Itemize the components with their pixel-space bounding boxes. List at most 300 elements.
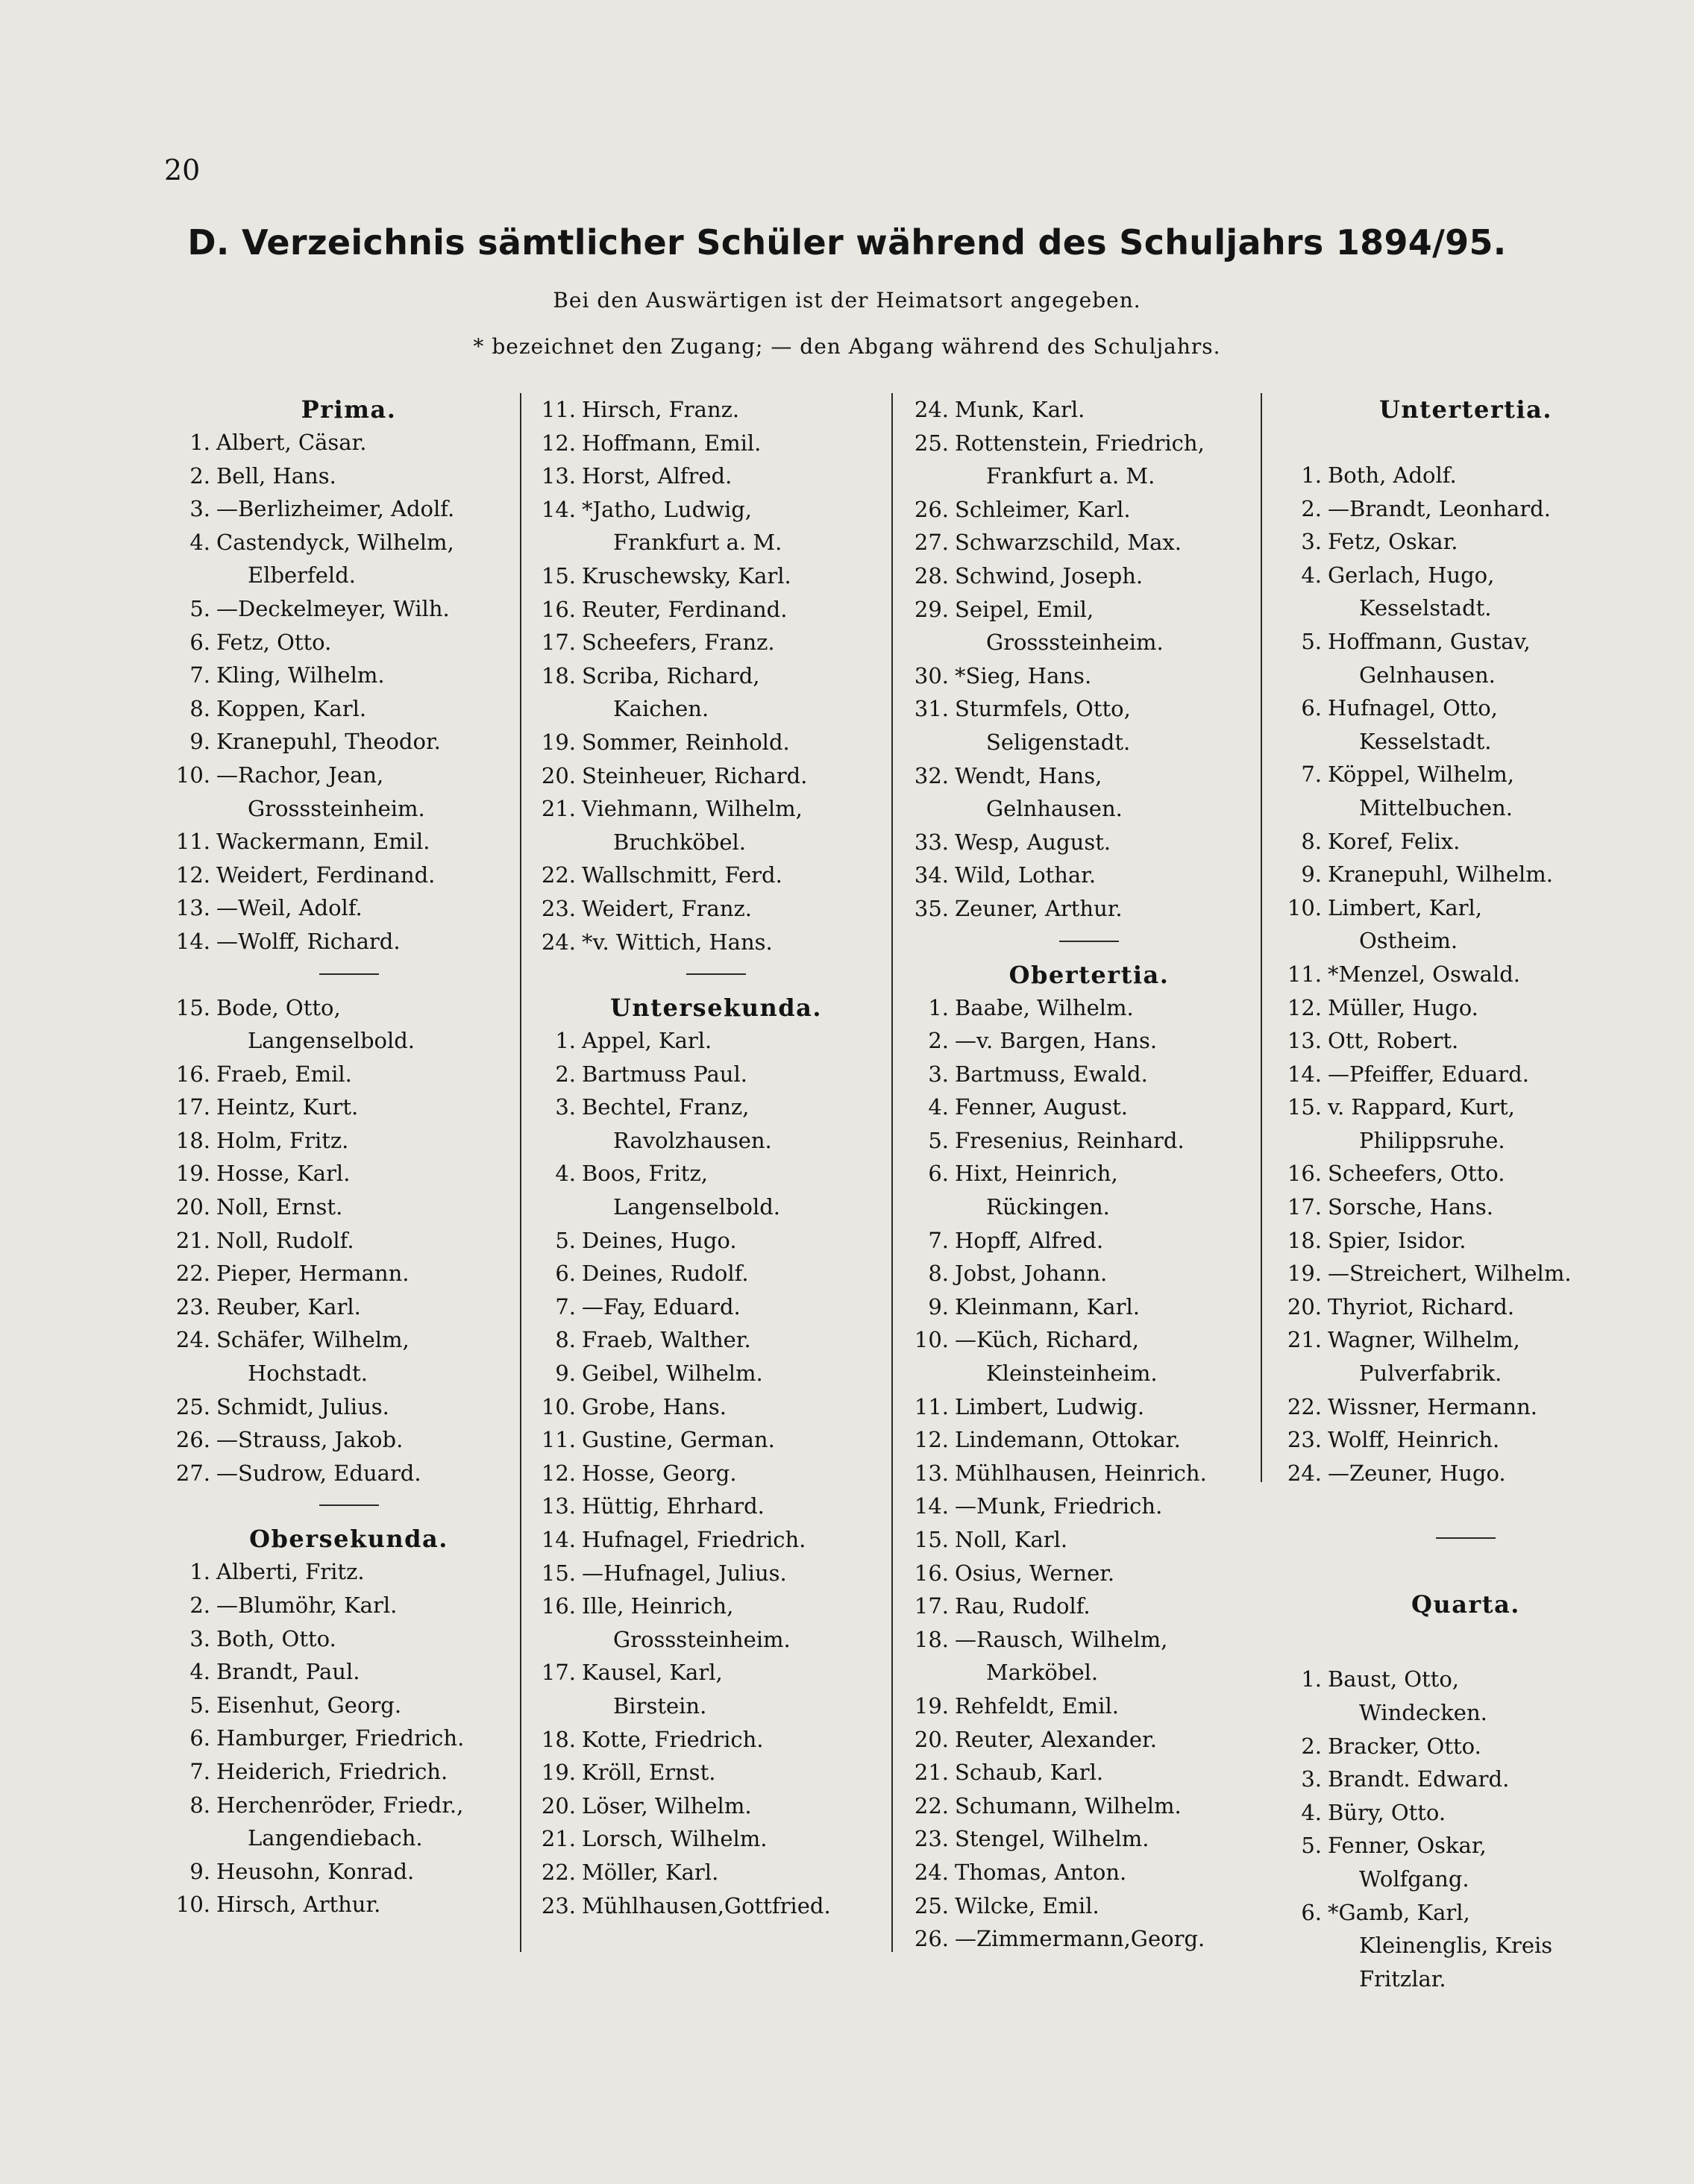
student-entry bbox=[541, 1557, 888, 1590]
student-entry bbox=[1287, 1157, 1641, 1190]
entry-number: 4. bbox=[555, 1161, 576, 1187]
entry-number: 15. bbox=[1287, 1094, 1322, 1120]
entry-number: 26. bbox=[914, 1926, 949, 1952]
hometown-text: Langenselbold. bbox=[613, 1194, 781, 1220]
student-entry bbox=[914, 593, 1261, 627]
student-name: Spier, Isidor. bbox=[1328, 1227, 1466, 1253]
student-name: Ille, Heinrich, bbox=[582, 1593, 734, 1619]
student-entry bbox=[914, 892, 1261, 926]
student-name: Hopff, Alfred. bbox=[955, 1227, 1104, 1253]
student-name: —Hufnagel, Julius. bbox=[582, 1560, 787, 1586]
student-entry bbox=[179, 592, 518, 626]
student-entry bbox=[541, 659, 888, 693]
student-name: Bell, Hans. bbox=[216, 462, 336, 489]
student-name: Hoffmann, Gustav, bbox=[1328, 628, 1531, 654]
student-name: —Zimmermann,Georg. bbox=[955, 1926, 1205, 1952]
hometown-text: Windecken. bbox=[1359, 1700, 1487, 1725]
student-entry bbox=[914, 1623, 1261, 1657]
column-divider-1 bbox=[520, 393, 521, 1952]
entry-number: 22. bbox=[1287, 1393, 1322, 1419]
student-entry bbox=[179, 426, 518, 459]
entry-number: 3. bbox=[1301, 529, 1322, 555]
student-name: Kranepuhl, Wilhelm. bbox=[1328, 862, 1553, 888]
student-entry bbox=[541, 427, 888, 460]
entry-number: 11. bbox=[1287, 961, 1322, 987]
student-name: Hufnagel, Otto, bbox=[1328, 695, 1498, 721]
student-name: Hosse, Karl. bbox=[216, 1161, 351, 1187]
entry-number: 23. bbox=[1287, 1427, 1322, 1453]
student-entry bbox=[917, 1257, 1261, 1290]
student-name: Pieper, Hermann. bbox=[216, 1261, 410, 1287]
student-name: Mühlhausen,Gottfried. bbox=[582, 1892, 831, 1918]
entry-number: 10. bbox=[914, 1327, 949, 1353]
student-hometown bbox=[1290, 1124, 1641, 1158]
entry-number: 6. bbox=[189, 629, 210, 655]
student-hometown bbox=[1290, 659, 1641, 692]
student-name: Kruschewsky, Karl. bbox=[582, 562, 791, 589]
student-entry bbox=[914, 1557, 1261, 1590]
student-name: Deines, Rudolf. bbox=[582, 1261, 749, 1287]
entry-number: 15. bbox=[914, 1527, 949, 1552]
student-name: Büry, Otto. bbox=[1328, 1799, 1446, 1825]
student-entry bbox=[1287, 1457, 1641, 1490]
entry-number: 7. bbox=[555, 1293, 576, 1320]
entry-number: 5. bbox=[189, 595, 210, 621]
student-name: Köppel, Wilhelm, bbox=[1328, 762, 1515, 788]
student-name: Möller, Karl. bbox=[582, 1859, 719, 1885]
student-entry bbox=[914, 1756, 1261, 1789]
student-name: Kausel, Karl, bbox=[582, 1660, 723, 1686]
student-name: Hufnagel, Friedrich. bbox=[582, 1527, 806, 1552]
student-name: Viehmann, Wilhelm, bbox=[582, 796, 803, 822]
entry-number: 7. bbox=[189, 1758, 210, 1784]
entry-number: 4. bbox=[189, 1659, 210, 1685]
entry-number: 24. bbox=[541, 929, 576, 955]
student-entry bbox=[917, 1157, 1261, 1190]
student-name: Brandt, Paul. bbox=[216, 1659, 360, 1685]
hometown-text: Pulverfabrik. bbox=[1359, 1361, 1502, 1387]
student-name: —Munk, Friedrich. bbox=[955, 1493, 1163, 1519]
student-name: Alberti, Fritz. bbox=[216, 1559, 365, 1585]
entry-number: 27. bbox=[175, 1460, 210, 1486]
student-entry bbox=[545, 1058, 888, 1091]
entry-number: 19. bbox=[541, 729, 576, 755]
student-entry bbox=[914, 1856, 1261, 1889]
student-name: Kröll, Ernst. bbox=[582, 1760, 716, 1786]
student-entry bbox=[175, 1257, 518, 1290]
student-hometown bbox=[545, 692, 888, 726]
section-title-obersekunda: Obersekunda. bbox=[249, 1525, 448, 1554]
student-name: Hixt, Heinrich, bbox=[955, 1161, 1118, 1187]
student-entry bbox=[914, 659, 1261, 693]
student-name: Munk, Karl. bbox=[955, 397, 1085, 422]
student-name: Lorsch, Wilhelm. bbox=[582, 1826, 768, 1852]
student-entry bbox=[175, 991, 518, 1025]
student-name: Boos, Fritz, bbox=[582, 1161, 708, 1187]
hometown-text: Bruchköbel. bbox=[613, 829, 747, 855]
entry-number: 5. bbox=[555, 1227, 576, 1253]
student-hometown bbox=[917, 792, 1261, 826]
student-name: Noll, Ernst. bbox=[216, 1194, 343, 1220]
entry-number: 1. bbox=[189, 430, 210, 455]
student-entry bbox=[1287, 1058, 1641, 1091]
student-entry bbox=[1287, 991, 1641, 1025]
student-hometown bbox=[1290, 1929, 1641, 1962]
student-name: Schaub, Karl. bbox=[955, 1760, 1104, 1786]
entry-number: 5. bbox=[1301, 1833, 1322, 1859]
student-entry bbox=[914, 493, 1261, 527]
entry-number: 4. bbox=[1301, 1799, 1322, 1825]
student-entry bbox=[179, 692, 518, 726]
student-entry bbox=[541, 892, 888, 926]
student-entry bbox=[1287, 1224, 1641, 1258]
student-name: *v. Wittich, Hans. bbox=[582, 929, 773, 955]
student-entry bbox=[914, 1457, 1261, 1490]
student-name: Wackermann, Emil. bbox=[216, 829, 430, 855]
student-name: *Gamb, Karl, bbox=[1328, 1899, 1470, 1925]
hometown-text: Fritzlar. bbox=[1359, 1965, 1446, 1992]
entry-number: 23. bbox=[914, 1826, 949, 1852]
entry-number: 21. bbox=[175, 1227, 210, 1253]
hometown-text: Ravolzhausen. bbox=[613, 1127, 772, 1153]
entry-number: 25. bbox=[175, 1393, 210, 1419]
student-entry bbox=[179, 725, 518, 759]
student-name: —Fay, Eduard. bbox=[582, 1293, 741, 1320]
student-entry bbox=[179, 1555, 518, 1589]
student-entry bbox=[541, 1822, 888, 1856]
student-name: v. Rappard, Kurt, bbox=[1328, 1094, 1515, 1120]
student-hometown bbox=[545, 1190, 888, 1224]
entry-number: 23. bbox=[541, 1892, 576, 1918]
student-hometown bbox=[545, 526, 888, 559]
student-entry bbox=[179, 659, 518, 692]
entry-number: 20. bbox=[1287, 1293, 1322, 1320]
student-name: —Streichert, Wilhelm. bbox=[1328, 1261, 1572, 1287]
student-hometown bbox=[545, 826, 888, 859]
student-entry bbox=[541, 1789, 888, 1823]
entry-number: 30. bbox=[914, 662, 949, 688]
student-hometown bbox=[917, 1357, 1261, 1390]
title-spacer bbox=[1290, 1621, 1641, 1663]
entry-number: 22. bbox=[175, 1261, 210, 1287]
student-name: Rottenstein, Friedrich, bbox=[955, 430, 1205, 456]
entry-number: 9. bbox=[555, 1361, 576, 1387]
student-entry bbox=[1290, 1896, 1641, 1930]
entry-number: 8. bbox=[189, 1792, 210, 1818]
student-name: Heintz, Kurt. bbox=[216, 1094, 359, 1120]
student-name: Bechtel, Franz, bbox=[582, 1094, 750, 1120]
entry-number: 11. bbox=[175, 829, 210, 855]
student-name: Löser, Wilhelm. bbox=[582, 1792, 752, 1819]
column-2 bbox=[541, 393, 888, 1922]
student-name: Wagner, Wilhelm, bbox=[1328, 1327, 1520, 1353]
hometown-text: Langendiebach. bbox=[248, 1825, 423, 1851]
entry-number: 15. bbox=[541, 1560, 576, 1586]
student-entry bbox=[914, 1590, 1261, 1623]
student-name: Rehfeldt, Emil. bbox=[955, 1692, 1119, 1719]
hometown-text: Gelnhausen. bbox=[1359, 662, 1496, 688]
student-name: Noll, Karl. bbox=[955, 1527, 1068, 1552]
student-hometown bbox=[179, 559, 518, 592]
entry-number: 27. bbox=[914, 530, 949, 556]
student-entry bbox=[175, 859, 518, 892]
student-entry bbox=[1287, 1024, 1641, 1058]
hometown-text: Philippsruhe. bbox=[1359, 1127, 1505, 1153]
student-hometown bbox=[179, 1821, 518, 1855]
student-hometown bbox=[917, 1656, 1261, 1689]
student-entry bbox=[914, 526, 1261, 559]
student-name: Osius, Werner. bbox=[955, 1560, 1115, 1586]
student-entry bbox=[175, 1190, 518, 1224]
student-entry bbox=[1290, 1730, 1641, 1763]
student-entry bbox=[175, 925, 518, 958]
student-name: —Deckelmeyer, Wilh. bbox=[216, 595, 450, 621]
student-entry bbox=[1287, 1190, 1641, 1224]
student-entry bbox=[545, 1224, 888, 1258]
entry-number: 22. bbox=[914, 1792, 949, 1819]
entry-number: 18. bbox=[541, 662, 576, 688]
hometown-text: Kleinsteinheim. bbox=[986, 1361, 1158, 1387]
student-name: Gerlach, Hugo, bbox=[1328, 562, 1495, 588]
student-name: Geibel, Wilhelm. bbox=[582, 1361, 763, 1387]
student-name: Reuber, Karl. bbox=[216, 1293, 361, 1320]
student-entry bbox=[1290, 625, 1641, 659]
student-entry bbox=[1290, 525, 1641, 559]
entry-number: 31. bbox=[914, 696, 949, 722]
subtitle-note-1: Bei den Auswärtigen ist der Heimatsort angegeben. bbox=[553, 288, 1141, 313]
section-divider bbox=[319, 973, 379, 975]
entry-number: 28. bbox=[914, 562, 949, 589]
student-hometown bbox=[917, 459, 1261, 493]
entry-number: 29. bbox=[914, 596, 949, 622]
hometown-text: Kleinenglis, Kreis bbox=[1359, 1933, 1553, 1959]
entry-number: 8. bbox=[555, 1327, 576, 1353]
student-hometown bbox=[179, 792, 518, 826]
entry-number: 24. bbox=[914, 397, 949, 422]
entry-number: 16. bbox=[914, 1560, 949, 1586]
entry-number: 12. bbox=[175, 862, 210, 888]
entry-number: 5. bbox=[928, 1127, 949, 1153]
student-name: Reuter, Ferdinand. bbox=[582, 596, 788, 622]
student-entry bbox=[914, 759, 1261, 793]
student-hometown bbox=[1290, 1357, 1641, 1390]
student-name: Sturmfels, Otto, bbox=[955, 696, 1131, 722]
student-name: Hosse, Georg. bbox=[582, 1460, 737, 1486]
student-entry bbox=[179, 1622, 518, 1656]
student-name: Bartmuss Paul. bbox=[582, 1061, 747, 1087]
student-hometown bbox=[1290, 1962, 1641, 1996]
student-name: Fetz, Oskar. bbox=[1328, 529, 1458, 555]
student-entry bbox=[1290, 1829, 1641, 1863]
entry-number: 1. bbox=[1301, 462, 1322, 488]
student-entry bbox=[541, 1457, 888, 1490]
student-entry bbox=[179, 1722, 518, 1755]
student-name: Lindemann, Ottokar. bbox=[955, 1427, 1181, 1453]
student-name: Müller, Hugo. bbox=[1328, 994, 1478, 1020]
student-name: —Rausch, Wilhelm, bbox=[955, 1626, 1168, 1652]
entry-number: 16. bbox=[541, 1593, 576, 1619]
student-entry bbox=[917, 1290, 1261, 1324]
entry-number: 10. bbox=[541, 1393, 576, 1419]
student-entry bbox=[1290, 1796, 1641, 1830]
student-entry bbox=[917, 1124, 1261, 1158]
student-hometown bbox=[545, 1124, 888, 1158]
student-entry bbox=[179, 1589, 518, 1622]
section-divider bbox=[319, 1504, 379, 1506]
hometown-text: Ostheim. bbox=[1359, 928, 1458, 954]
student-name: Wilcke, Emil. bbox=[955, 1892, 1099, 1918]
hometown-text: Marköbel. bbox=[986, 1660, 1099, 1686]
student-name: Gustine, German. bbox=[582, 1427, 775, 1453]
student-name: Jobst, Johann. bbox=[955, 1261, 1108, 1287]
entry-number: 12. bbox=[1287, 994, 1322, 1020]
hometown-text: Kesselstadt. bbox=[1359, 728, 1492, 754]
entry-number: 18. bbox=[175, 1127, 210, 1153]
student-name: —Blumöhr, Karl. bbox=[216, 1592, 398, 1618]
entry-number: 18. bbox=[1287, 1227, 1322, 1253]
entry-number: 4. bbox=[1301, 562, 1322, 588]
student-entry bbox=[541, 1523, 888, 1557]
entry-number: 34. bbox=[914, 862, 949, 888]
student-hometown bbox=[1290, 592, 1641, 625]
student-hometown bbox=[1290, 725, 1641, 759]
hometown-text: Wolfgang. bbox=[1359, 1866, 1469, 1892]
entry-number: 32. bbox=[914, 762, 949, 788]
subtitle-note-2: * bezeichnet den Zugang; — den Abgang während des Schuljahrs. bbox=[473, 334, 1221, 359]
student-entry bbox=[545, 1024, 888, 1058]
entry-number: 19. bbox=[1287, 1261, 1322, 1287]
student-name: Wallschmitt, Ferd. bbox=[582, 862, 782, 888]
student-name: Appel, Karl. bbox=[582, 1028, 712, 1054]
student-name: Fraeb, Walther. bbox=[582, 1327, 751, 1353]
entry-number: 13. bbox=[1287, 1028, 1322, 1054]
student-entry bbox=[541, 1490, 888, 1523]
student-name: Koppen, Karl. bbox=[216, 695, 367, 721]
entry-number: 13. bbox=[541, 1493, 576, 1519]
entry-number: 14. bbox=[541, 496, 576, 522]
student-entry bbox=[175, 1157, 518, 1190]
entry-number: 19. bbox=[541, 1760, 576, 1786]
student-entry bbox=[541, 859, 888, 892]
student-name: Zeuner, Arthur. bbox=[955, 895, 1123, 921]
entry-number: 6. bbox=[1301, 695, 1322, 721]
student-entry bbox=[914, 1490, 1261, 1523]
student-name: Hüttig, Ehrhard. bbox=[582, 1493, 765, 1519]
student-entry bbox=[917, 991, 1261, 1025]
student-name: Bartmuss, Ewald. bbox=[955, 1061, 1148, 1087]
entry-number: 11. bbox=[541, 397, 576, 422]
entry-number: 9. bbox=[928, 1293, 949, 1320]
student-entry bbox=[541, 1423, 888, 1457]
student-name: —v. Bargen, Hans. bbox=[955, 1028, 1158, 1054]
student-name: Kleinmann, Karl. bbox=[955, 1293, 1140, 1320]
section-divider bbox=[1436, 1537, 1496, 1539]
entry-number: 20. bbox=[541, 1792, 576, 1819]
student-name: Stengel, Wilhelm. bbox=[955, 1826, 1149, 1852]
student-entry bbox=[541, 1590, 888, 1623]
student-name: Fenner, August. bbox=[955, 1094, 1128, 1120]
entry-number: 3. bbox=[189, 496, 210, 522]
student-entry bbox=[175, 1058, 518, 1091]
student-hometown bbox=[545, 1623, 888, 1657]
section-title-quarta: Quarta. bbox=[1411, 1590, 1520, 1619]
hometown-text: Kaichen. bbox=[613, 696, 709, 722]
entry-number: 17. bbox=[541, 1660, 576, 1686]
student-name: Weidert, Ferdinand. bbox=[216, 862, 436, 888]
student-entry bbox=[541, 1656, 888, 1689]
student-entry bbox=[175, 1888, 518, 1921]
student-entry bbox=[179, 459, 518, 493]
entry-number: 2. bbox=[1301, 495, 1322, 521]
student-name: —Berlizheimer, Adolf. bbox=[216, 496, 455, 522]
entry-number: 20. bbox=[541, 762, 576, 788]
entry-number: 7. bbox=[189, 662, 210, 688]
hometown-text: Elberfeld. bbox=[248, 562, 356, 589]
entry-number: 6. bbox=[189, 1725, 210, 1751]
section-title-untertertia: Untertertia. bbox=[1379, 395, 1552, 424]
entry-number: 10. bbox=[175, 762, 210, 788]
entry-number: 16. bbox=[175, 1061, 210, 1087]
student-entry bbox=[1290, 758, 1641, 791]
entry-number: 20. bbox=[914, 1726, 949, 1752]
student-entry bbox=[541, 393, 888, 427]
entry-number: 1. bbox=[555, 1028, 576, 1054]
student-name: Steinheuer, Richard. bbox=[582, 762, 808, 788]
student-hometown bbox=[917, 1190, 1261, 1224]
entry-number: 11. bbox=[541, 1427, 576, 1453]
entry-number: 21. bbox=[541, 1826, 576, 1852]
entry-number: 9. bbox=[1301, 862, 1322, 888]
student-name: Thyriot, Richard. bbox=[1328, 1293, 1515, 1320]
student-name: Schumann, Wilhelm. bbox=[955, 1792, 1182, 1819]
student-name: Seipel, Emil, bbox=[955, 596, 1094, 622]
student-name: Koref, Felix. bbox=[1328, 828, 1461, 854]
entry-number: 7. bbox=[928, 1227, 949, 1253]
student-name: —Zeuner, Hugo. bbox=[1328, 1460, 1506, 1486]
student-entry bbox=[1287, 1290, 1641, 1324]
entry-number: 12. bbox=[914, 1427, 949, 1453]
entry-number: 23. bbox=[175, 1293, 210, 1320]
entry-number: 2. bbox=[555, 1061, 576, 1087]
entry-number: 12. bbox=[541, 1460, 576, 1486]
entry-number: 24. bbox=[175, 1327, 210, 1353]
hometown-text: Gelnhausen. bbox=[986, 796, 1123, 822]
student-name: Schleimer, Karl. bbox=[955, 496, 1131, 522]
entry-number: 10. bbox=[175, 1892, 210, 1918]
entry-number: 17. bbox=[175, 1094, 210, 1120]
entry-number: 8. bbox=[189, 695, 210, 721]
student-entry bbox=[1290, 858, 1641, 891]
hometown-text: Kesselstadt. bbox=[1359, 595, 1492, 621]
entry-number: 14. bbox=[1287, 1061, 1322, 1087]
entry-number: 4. bbox=[928, 1094, 949, 1120]
student-name: Scheefers, Otto. bbox=[1328, 1161, 1505, 1187]
entry-number: 1. bbox=[928, 994, 949, 1020]
entry-number: 9. bbox=[189, 729, 210, 755]
student-entry bbox=[175, 1224, 518, 1258]
entry-number: 11. bbox=[914, 1393, 949, 1419]
student-entry bbox=[175, 1091, 518, 1124]
student-name: —Brandt, Leonhard. bbox=[1328, 495, 1551, 521]
student-entry bbox=[917, 1091, 1261, 1124]
page-number: 20 bbox=[164, 154, 201, 186]
student-entry bbox=[541, 1723, 888, 1757]
student-name: Both, Adolf. bbox=[1328, 462, 1457, 488]
student-entry bbox=[914, 1822, 1261, 1856]
student-entry bbox=[541, 593, 888, 627]
entry-number: 6. bbox=[928, 1161, 949, 1187]
entry-number: 14. bbox=[541, 1527, 576, 1552]
